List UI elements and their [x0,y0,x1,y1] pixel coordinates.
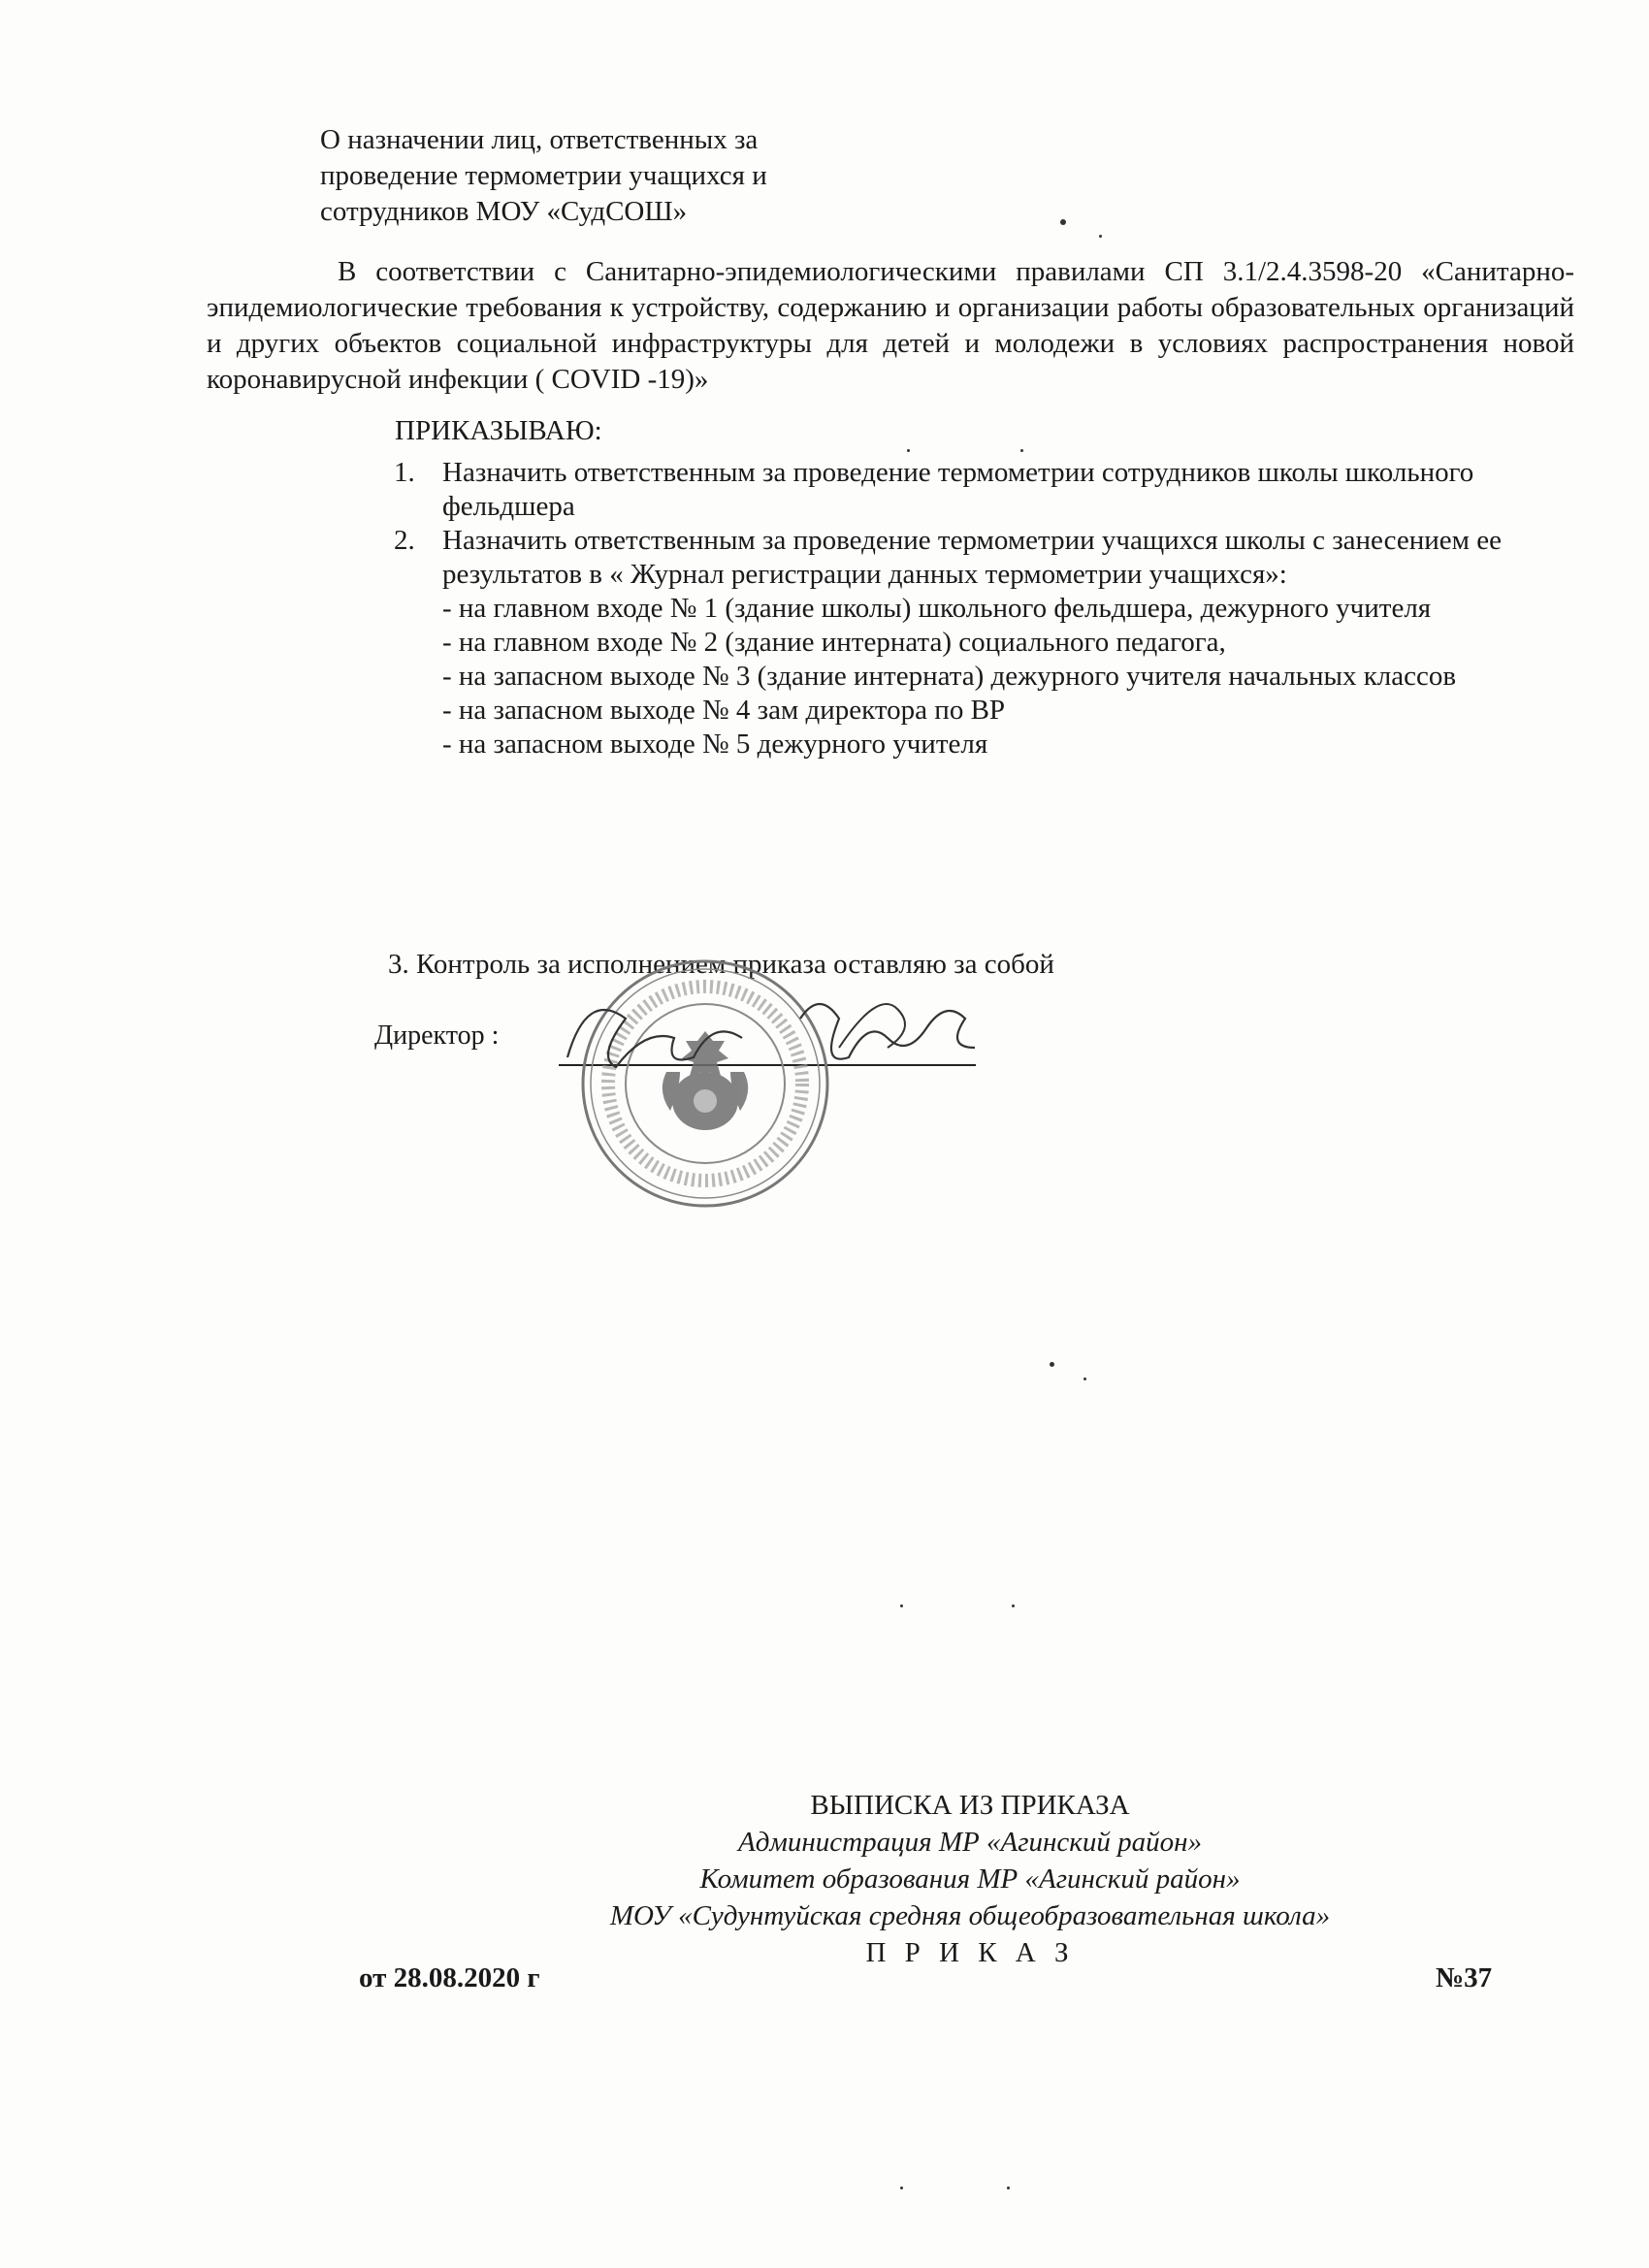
order-date: от 28.08.2020 г [359,1962,540,1993]
item-text: Назначить ответственным за проведение термометрии учащихся школы с занесением ее результатов в « Журнал регистрации данных термометрии учащихся»: [442,525,1502,590]
extract-order-word: П Р И К А З [865,1937,1075,1968]
sub-item: - на запасном выходе № 3 (здание интерната) дежурного учителя начальных классов [442,661,1457,692]
scan-speck [1012,1604,1015,1607]
sub-item: - на главном входе № 2 (здание интерната) социального педагога, [442,627,1226,658]
extract-header [0,1787,1649,1971]
scan-speck [900,2187,903,2189]
order-item [380,524,1544,592]
item-text: Назначить ответственным за проведение термометрии сотрудников школы школьного фельдшера [442,457,1474,522]
subject-line: проведение термометрии учащихся и [320,160,767,191]
sub-item: - на запасном выходе № 5 дежурного учителя [442,729,988,760]
scan-speck [1083,1377,1086,1380]
item-number: 1. [394,457,415,488]
subject-line: сотрудников МОУ «СудСОШ» [320,196,688,227]
legal-basis-text: В соответствии с Санитарно-эпидемиологическими правилами СП 3.1/2.4.3598-20 «Санитарно-эпидемиологические требования к устройству, содержанию и организации работы образовательных организаций и других объектов социальной инфраструктуры для детей и молодежи в условиях распространения новой коронавирусной инфекции ( COVID -19)» [207,256,1574,395]
order-item-3: 3. Контроль за исполнением приказа оставляю за собой [388,949,1054,980]
extract-line: Администрация МР «Агинский район» [738,1827,1202,1858]
scan-speck [1060,219,1066,225]
subject-line: О назначении лиц, ответственных за [320,124,759,155]
extract-title: ВЫПИСКА ИЗ ПРИКАЗА [810,1790,1130,1821]
director-label: Директор : [374,1021,500,1051]
scan-speck [1020,449,1023,452]
scan-speck [1007,2187,1010,2189]
extract-line: МОУ «Судунтуйская средняя общеобразовательная школа» [609,1900,1331,1931]
order-item [380,456,1544,524]
scan-speck [1050,1362,1054,1367]
extract-line: Комитет образования МР «Агинский район» [699,1863,1241,1895]
scan-speck [907,449,910,452]
order-items [380,456,1544,761]
order-heading: ПРИКАЗЫВАЮ: [395,415,602,446]
sub-item: - на запасном выходе № 4 зам директора по ВР [442,695,1006,726]
item-number: 2. [394,525,415,556]
director-signature-icon [548,980,1014,1086]
legal-basis [207,254,1574,398]
order-subject [320,122,892,230]
scan-speck [900,1604,903,1607]
sub-item: - на главном входе № 1 (здание школы) школьного фельдшера, дежурного учителя [442,593,1432,624]
order-number: №37 [1436,1962,1493,1993]
scan-speck [1099,235,1102,238]
